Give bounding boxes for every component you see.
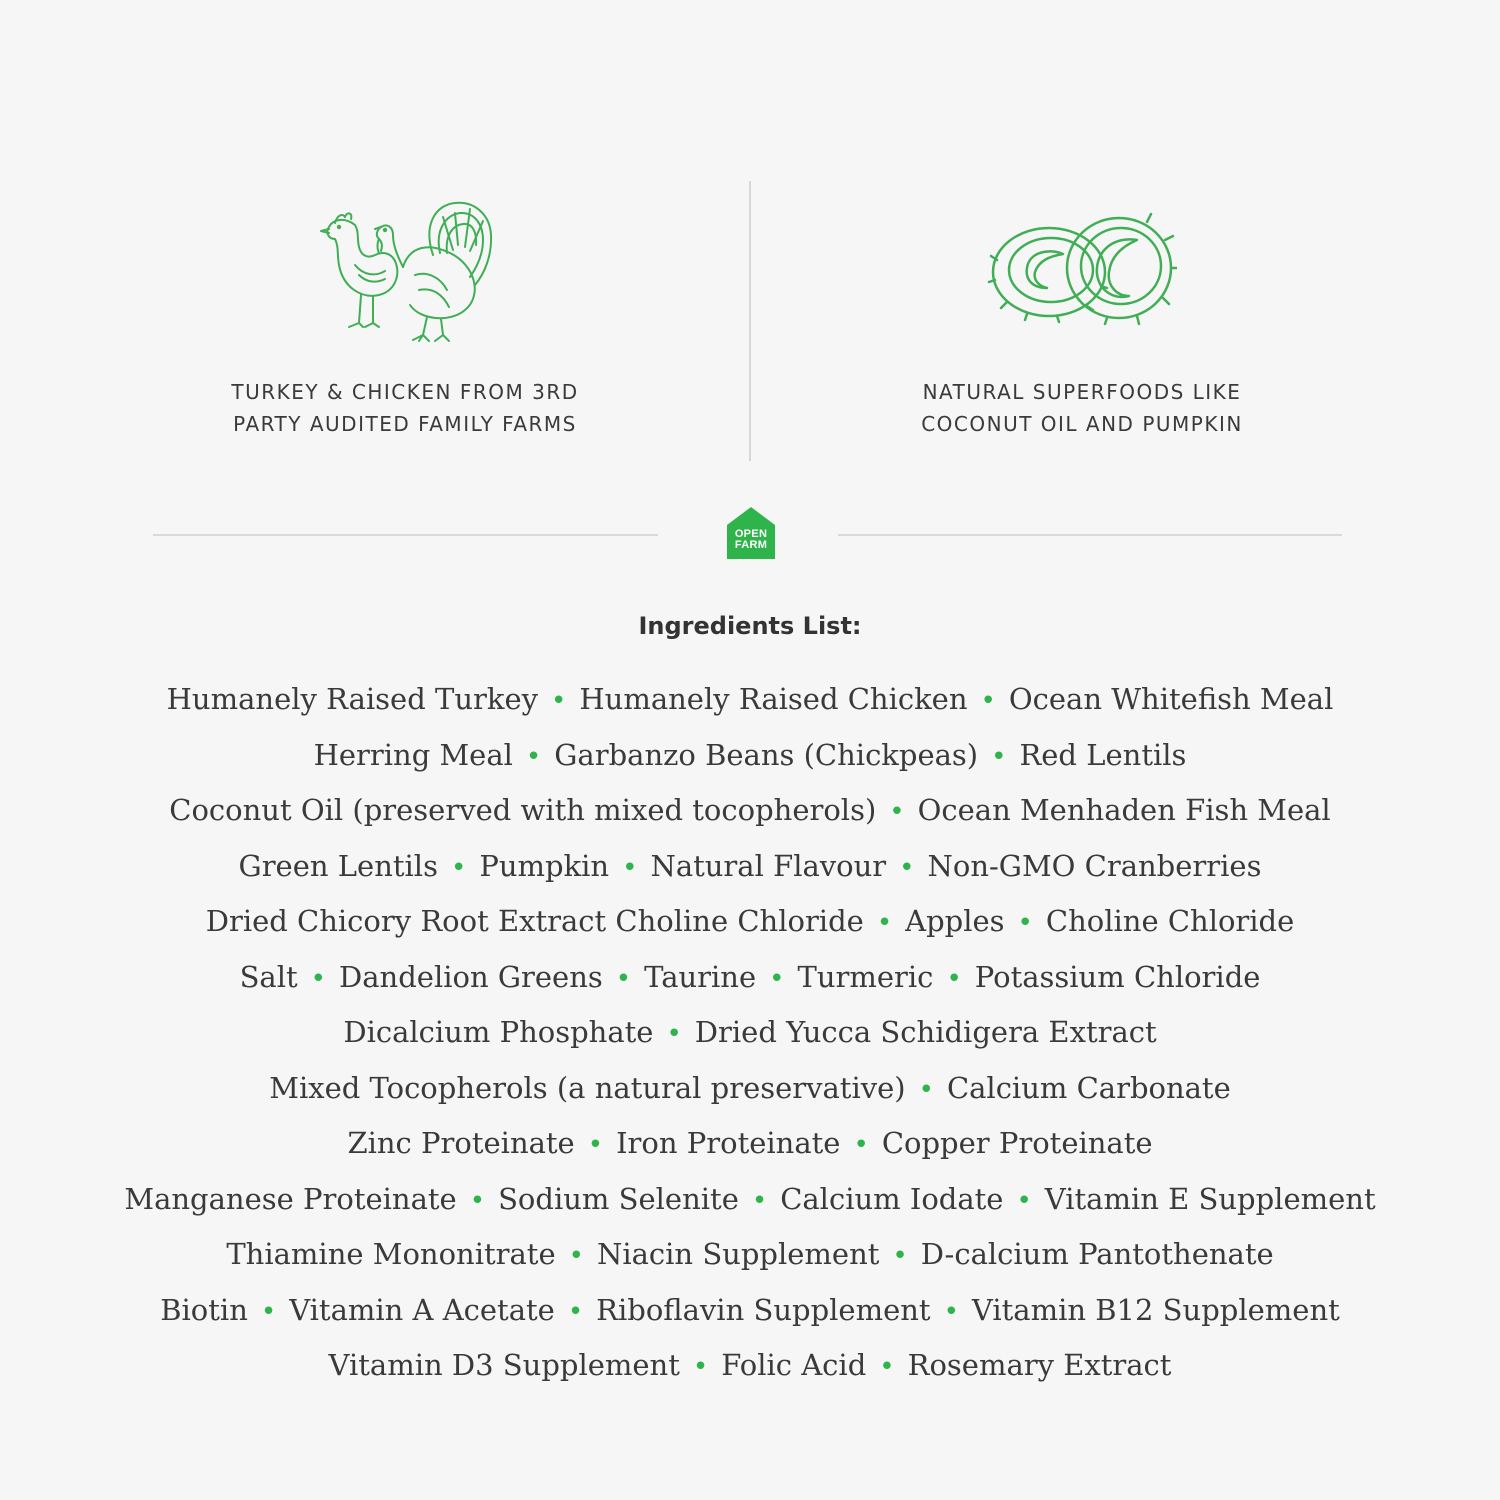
bullet-separator: • <box>622 852 638 883</box>
logo-line: OPEN <box>734 528 768 540</box>
bullet-separator: • <box>567 1296 584 1327</box>
caption-line: COCONUT OIL AND PUMPKIN <box>921 412 1243 436</box>
bullet-separator: • <box>551 686 567 716</box>
ingredient-row <box>0 728 1500 784</box>
bullet-separator: • <box>525 741 542 772</box>
bullet-separator: • <box>260 1296 277 1327</box>
ingredient-item: Vitamin D3 Supplement <box>328 1348 680 1382</box>
ingredient-item: Humanely Raised Chicken <box>579 682 968 716</box>
ingredient-item: Ocean Whitefish Meal <box>1008 682 1334 716</box>
ingredient-item: Vitamin E Supplement <box>1044 1181 1376 1216</box>
ingredient-item: Zinc Proteinate <box>347 1126 575 1160</box>
ingredient-item: Folic Acid <box>721 1348 867 1382</box>
ingredient-row <box>0 1172 1500 1228</box>
bullet-separator: • <box>899 852 915 883</box>
ingredient-row <box>0 1338 1500 1394</box>
ingredient-item: Vitamin B12 Supplement <box>971 1292 1340 1327</box>
ingredient-item: Salt <box>239 959 298 994</box>
ingredients-title: Ingredients List: <box>638 612 862 640</box>
open-farm-logo <box>727 507 775 559</box>
bullet-separator: • <box>615 963 632 994</box>
ingredient-item: Non-GMO Cranberries <box>927 848 1262 883</box>
bullet-separator: • <box>751 1185 768 1216</box>
ingredient-item: Dried Chicory Root Extract Choline Chloride <box>205 904 864 938</box>
bullet-separator: • <box>918 1074 934 1105</box>
ingredient-item: Natural Flavour <box>650 848 887 883</box>
bullet-separator: • <box>980 686 996 716</box>
ingredient-item: Iron Proteinate <box>616 1126 841 1160</box>
bullet-separator: • <box>946 963 962 994</box>
ingredient-row <box>0 783 1500 839</box>
ingredient-item: Vitamin A Acetate <box>289 1292 555 1327</box>
bullet-separator: • <box>692 1352 709 1382</box>
ingredient-item: Choline Chloride <box>1045 904 1295 938</box>
bullet-separator: • <box>853 1130 869 1160</box>
bullet-separator: • <box>568 1241 584 1271</box>
ingredient-item: Taurine <box>644 959 757 994</box>
ingredient-item: Copper Proteinate <box>881 1126 1153 1160</box>
ingredient-row <box>0 839 1500 895</box>
ingredient-item: Potassium Chloride <box>974 959 1261 994</box>
ingredient-item: Turmeric <box>797 959 934 994</box>
bullet-separator: • <box>310 963 326 994</box>
ingredient-item: Riboflavin Supplement <box>596 1292 931 1327</box>
bullet-separator: • <box>1017 908 1033 938</box>
bullet-separator: • <box>991 741 1007 772</box>
horizontal-divider-right <box>838 534 1342 536</box>
ingredient-item: Calcium Carbonate <box>946 1070 1231 1105</box>
logo-text <box>727 529 775 551</box>
horizontal-divider-left <box>153 534 658 536</box>
bullet-separator: • <box>879 1352 895 1382</box>
ingredient-row <box>0 672 1500 728</box>
ingredient-item: Apples <box>905 904 1005 938</box>
feature-caption <box>155 376 655 440</box>
caption-line: PARTY AUDITED FAMILY FARMS <box>233 412 577 436</box>
ingredient-item: Pumpkin <box>479 848 610 883</box>
ingredient-item: Thiamine Mononitrate <box>226 1237 556 1271</box>
vertical-divider <box>749 181 751 461</box>
ingredient-row <box>0 894 1500 950</box>
ingredient-item: Red Lentils <box>1019 737 1187 772</box>
ingredient-item: Herring Meal <box>313 737 513 772</box>
bullet-separator: • <box>889 797 905 827</box>
bullet-separator: • <box>450 852 467 883</box>
bullet-separator: • <box>469 1185 486 1216</box>
bullet-separator: • <box>769 963 785 994</box>
logo-line: FARM <box>734 539 768 551</box>
bullet-separator: • <box>876 908 893 938</box>
ingredient-item: Dandelion Greens <box>339 959 603 994</box>
ingredient-row <box>0 1283 1500 1339</box>
ingredient-item: Coconut Oil (preserved with mixed tocopherols) <box>169 793 877 827</box>
feature-superfoods <box>832 180 1332 440</box>
turkey-chicken-icon <box>155 190 655 350</box>
ingredient-item: Rosemary Extract <box>907 1348 1172 1382</box>
ingredient-item: Ocean Menhaden Fish Meal <box>917 793 1331 827</box>
ingredient-item: Dried Yucca Schidigera Extract <box>694 1015 1157 1049</box>
ingredient-item: Garbanzo Beans (Chickpeas) <box>554 737 979 772</box>
feature-turkey-chicken <box>155 180 655 440</box>
ingredient-item: Niacin Supplement <box>596 1237 880 1271</box>
bullet-separator: • <box>666 1019 682 1049</box>
caption-line: TURKEY & CHICKEN FROM 3RD <box>231 380 579 404</box>
ingredient-row <box>0 1227 1500 1283</box>
ingredient-row <box>0 1005 1500 1061</box>
ingredient-row <box>0 1061 1500 1117</box>
ingredient-item: Humanely Raised Turkey <box>166 682 539 716</box>
feature-caption <box>832 376 1332 440</box>
ingredient-item: Dicalcium Phosphate <box>343 1015 654 1049</box>
ingredient-item: Manganese Proteinate <box>124 1181 457 1216</box>
ingredient-item: Green Lentils <box>238 848 438 883</box>
ingredient-item: D-calcium Pantothenate <box>920 1237 1274 1271</box>
bullet-separator: • <box>1016 1185 1032 1216</box>
ingredients-list <box>0 672 1500 1394</box>
bullet-separator: • <box>892 1241 908 1271</box>
ingredient-item: Mixed Tocopherols (a natural preservative) <box>269 1070 906 1105</box>
ingredient-item: Calcium Iodate <box>780 1181 1004 1216</box>
ingredient-item: Sodium Selenite <box>498 1181 739 1216</box>
bullet-separator: • <box>943 1296 959 1327</box>
ingredient-item: Biotin <box>160 1292 248 1327</box>
coconut-icon <box>832 190 1332 350</box>
ingredient-row <box>0 950 1500 1006</box>
bullet-separator: • <box>587 1130 604 1160</box>
ingredient-row <box>0 1116 1500 1172</box>
caption-line: NATURAL SUPERFOODS LIKE <box>922 380 1242 404</box>
